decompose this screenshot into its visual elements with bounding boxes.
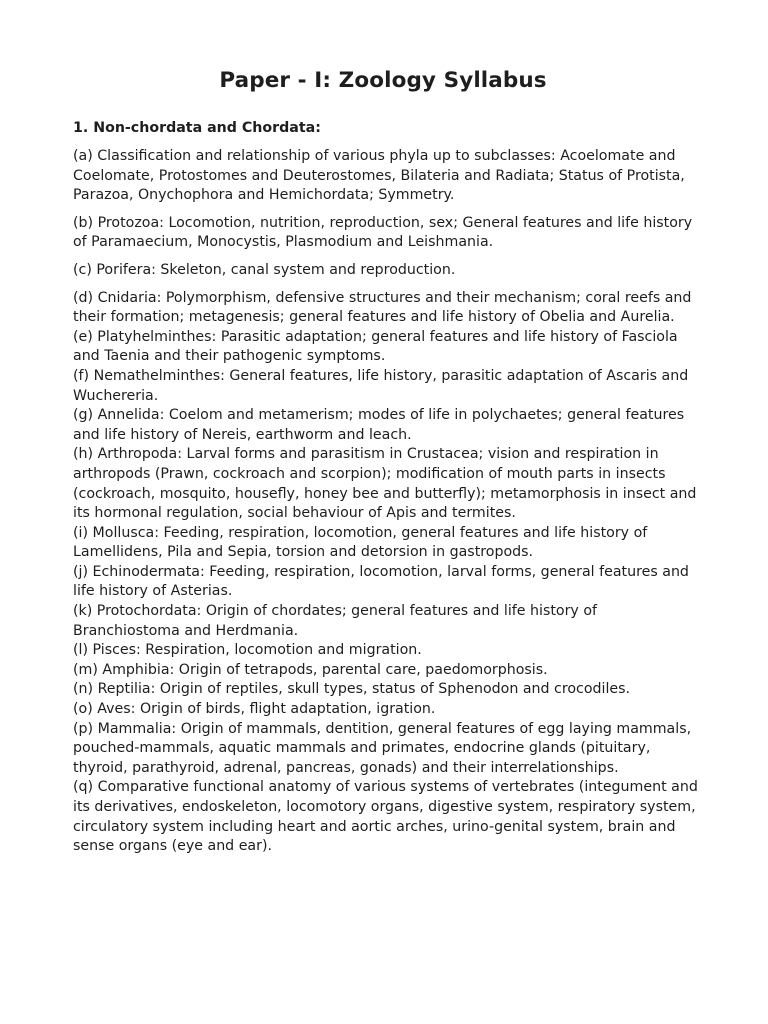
- paragraph-aves: (o) Aves: Origin of birds, flight adaptation, igration.: [73, 701, 436, 718]
- paragraph-cnidaria: (d) Cnidaria: Polymorphism, defensive structures and their mechanism; coral reefs and their formation; metagenesis; general features and life history of Obelia and Aurelia.: [73, 289, 692, 326]
- section-heading: 1. Non-chordata and Chordata:: [73, 120, 321, 136]
- paragraph-amphibia: (m) Amphibia: Origin of tetrapods, parental care, paedomorphosis.: [73, 661, 548, 678]
- paragraph-arthropoda: (h) Arthropoda: Larval forms and parasitism in Crustacea; vision and respiration in arthropods (Prawn, cockroach and scorpion); modification of mouth parts in insects (cockroach, mosquito, housefly, honey bee and butterfly); metamorphosis in insect and its hormonal regulation, social behaviour of Apis and termites.: [73, 446, 697, 522]
- syllabus-content: [73, 117, 703, 857]
- document-title: Paper - I: Zoology Syllabus: [219, 68, 547, 93]
- paragraph-classification: (a) Classification and relationship of various phyla up to subclasses: Acoelomate and Coelomate, Protostomes and Deuterostomes, Bilateria and Radiata; Status of Protista, Parazoa, Onychophora and Hemichordata; Symmetry.: [73, 148, 685, 204]
- paragraph-porifera: (c) Porifera: Skeleton, canal system and reproduction.: [73, 261, 456, 278]
- paragraph-pisces: (l) Pisces: Respiration, locomotion and migration.: [73, 642, 422, 659]
- paragraph-protozoa: (b) Protozoa: Locomotion, nutrition, reproduction, sex; General features and life history of Paramaecium, Monocystis, Plasmodium and Leishmania.: [73, 214, 693, 251]
- paragraph-annelida: (g) Annelida: Coelom and metamerism; modes of life in polychaetes; general features and life history of Nereis, earthworm and leach.: [73, 407, 685, 443]
- paragraph-reptilia: (n) Reptilia: Origin of reptiles, skull types, status of Sphenodon and crocodiles.: [73, 681, 631, 698]
- paragraph-platyhelminthes: (e) Platyhelminthes: Parasitic adaptation; general features and life history of Fasciola and Taenia and their pathogenic symptoms.: [73, 328, 678, 365]
- paragraph-protochordata: (k) Protochordata: Origin of chordates; general features and life history of Branchiostoma and Herdmania.: [73, 603, 598, 639]
- paragraph-mollusca: (i) Mollusca: Feeding, respiration, locomotion, general features and life history of Lamellidens, Pila and Sepia, torsion and detorsion in gastropods.: [73, 524, 648, 561]
- paragraph-echinodermata: (j) Echinodermata: Feeding, respiration, locomotion, larval forms, general features and life history of Asterias.: [73, 563, 689, 600]
- paragraph-comparative-anatomy: (q) Comparative functional anatomy of various systems of vertebrates (integument and its derivatives, endoskeleton, locomotory organs, digestive system, respiratory system, circulatory system including heart and aortic arches, urino-genital system, brain and sense organs (eye and ear).: [73, 779, 698, 855]
- paragraph-mammalia: (p) Mammalia: Origin of mammals, dentition, general features of egg laying mammals, pouched-mammals, aquatic mammals and primates, endocrine glands (pituitary, thyroid, parathyroid, adrenal, pancreas, gonads) and their interrelationships.: [73, 720, 692, 776]
- paragraph-nemathelminthes: (f) Nemathelminthes: General features, life history, parasitic adaptation of Ascaris and Wuchereria.: [73, 367, 689, 404]
